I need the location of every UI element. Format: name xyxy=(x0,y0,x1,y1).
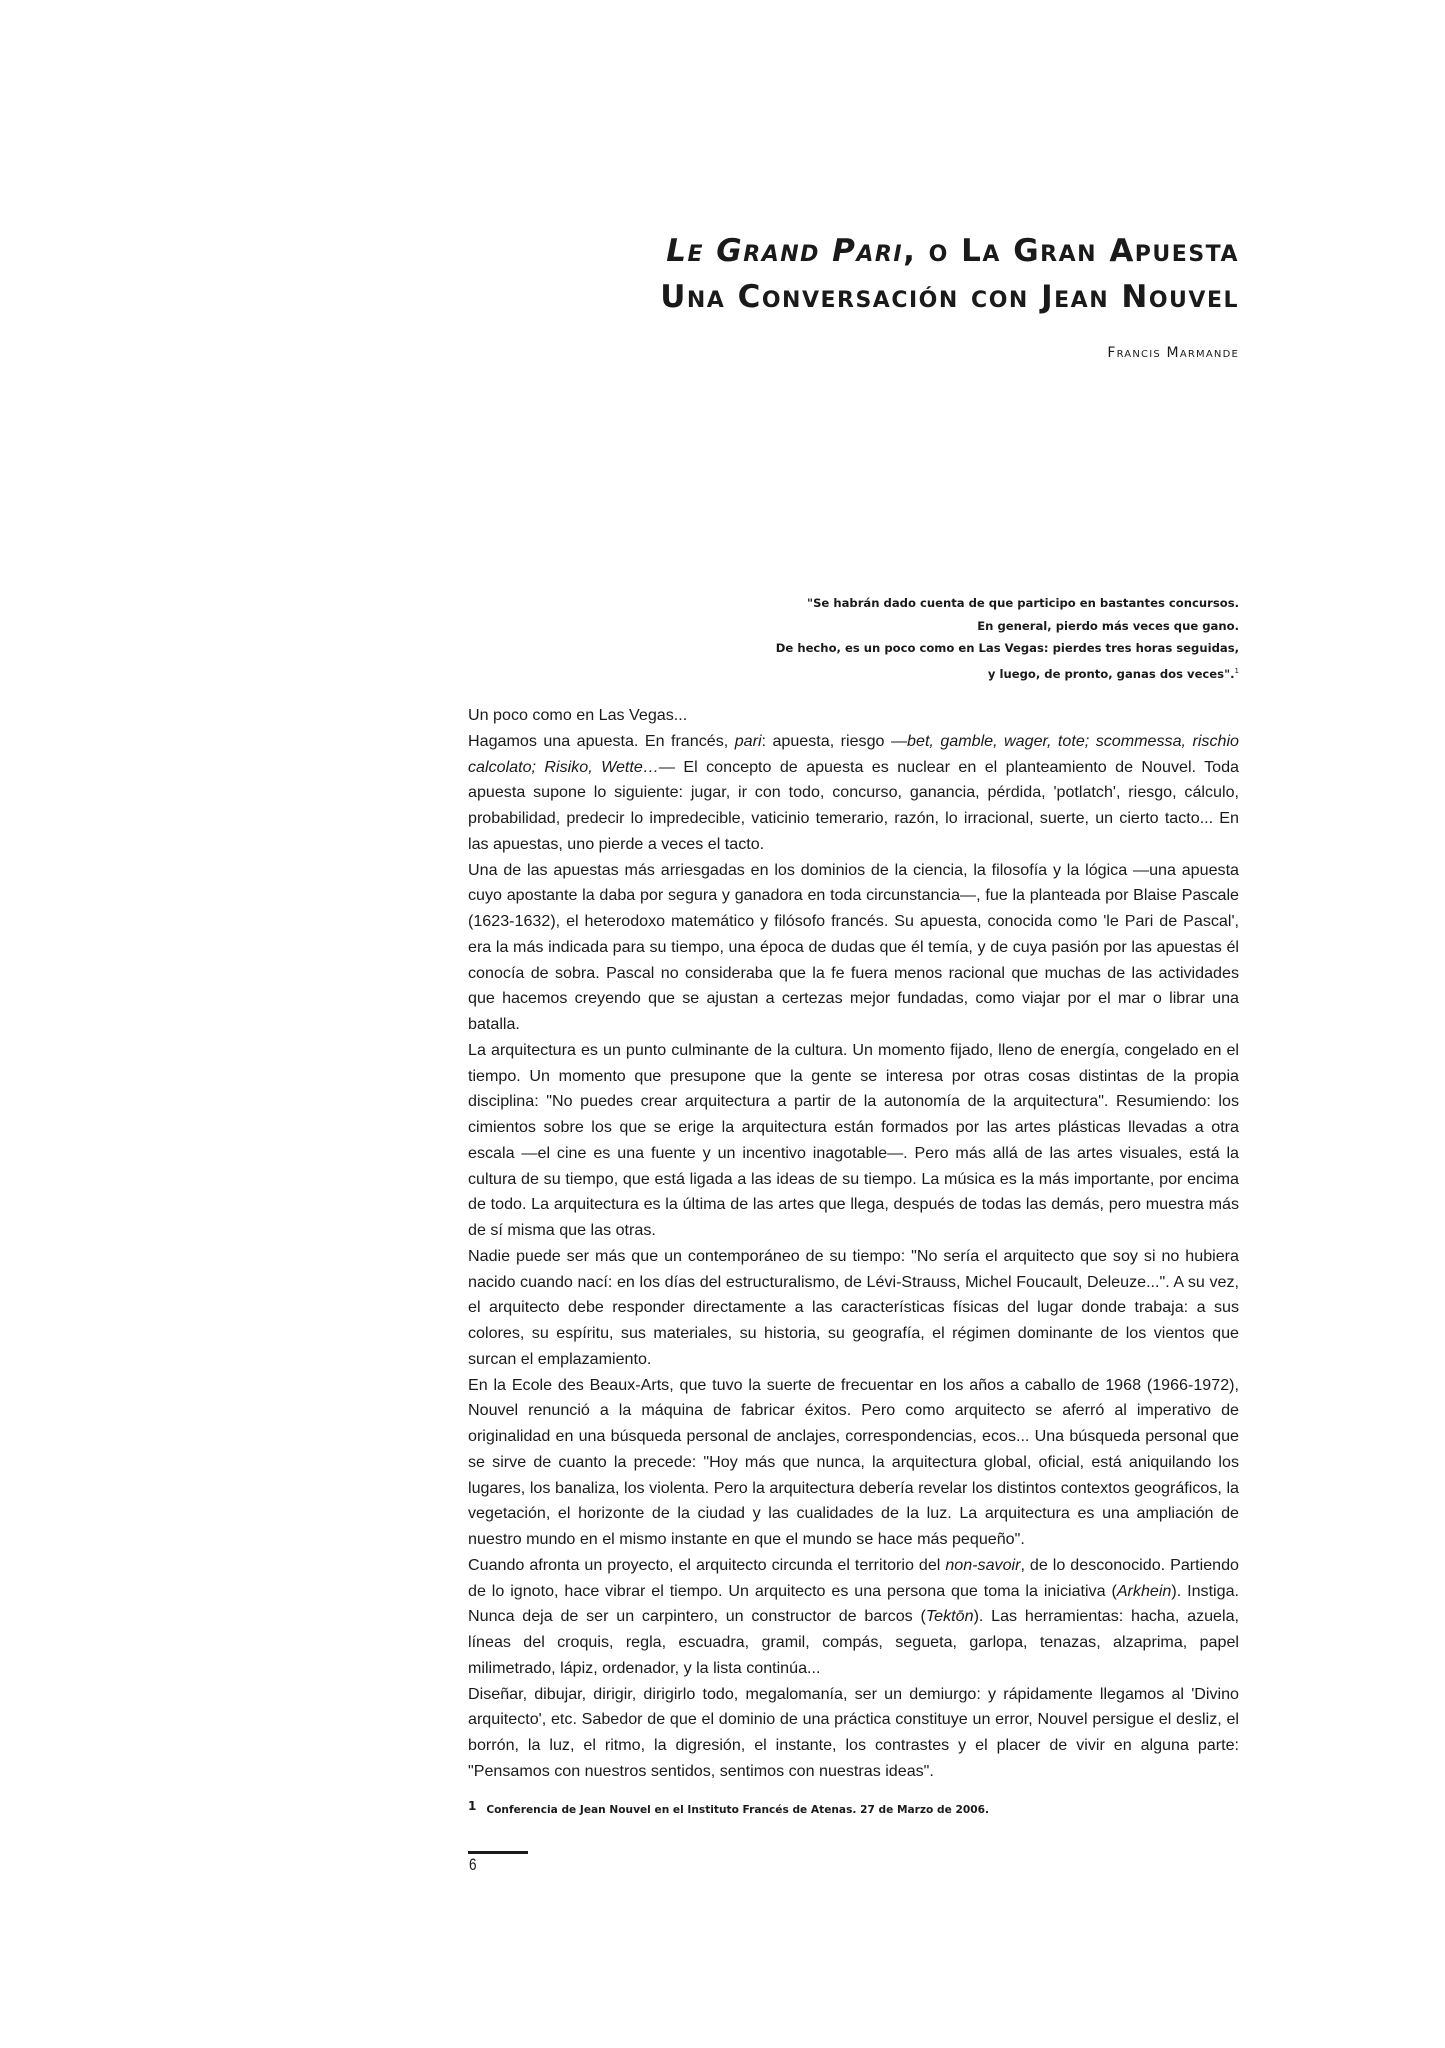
paragraph-text: , de lo desconocido. Partiendo de lo ignoto, hace vibrar el tiempo. Un arquitecto es una persona que toma la iniciativa ( xyxy=(468,1555,1239,1600)
footnote-text: Conferencia de Jean Nouvel en el Instituto Francés de Atenas. 27 de Marzo de 2006. xyxy=(486,1804,989,1816)
paragraph-text: ). Las herramientas: hacha, azuela, líneas del croquis, regla, escuadra, gramil, compás, segueta, garlopa, tenazas, alzaprima, papel milimetrado, lápiz, ordenador, y la lista continúa... xyxy=(468,1607,1239,1677)
epigraph-line: De hecho, es un poco como en Las Vegas: pierdes tres horas seguidas, xyxy=(775,641,1239,655)
paragraph-text: : apuesta, riesgo — xyxy=(761,731,908,750)
italic-term: Tektōn xyxy=(925,1607,974,1626)
italic-term: Arkhein xyxy=(1116,1581,1172,1600)
body-paragraph xyxy=(468,1553,1239,1682)
paragraph-text: Hagamos una apuesta. En francés, xyxy=(468,731,735,750)
italic-term: non-savoir xyxy=(945,1555,1021,1574)
paragraph-text: Nadie puede ser más que un contemporáneo de su tiempo: "No sería el arquitecto que soy si no hubiera nacido cuando nací: en los días del estructuralismo, de Lévi-Strauss, Michel Foucault, Deleuze...". A su vez, el arquitecto debe responder directamente a las características físicas del lugar donde trabaja: a sus colores, su espíritu, sus materiales, su historia, su geografía, el régimen dominante de los vientos que surcan el emplazamiento. xyxy=(468,1246,1239,1368)
footnote-number: 1 xyxy=(468,1799,477,1813)
paragraph-text: La arquitectura es un punto culminante de la cultura. Un momento fijado, lleno de energía, congelado en el tiempo. Un momento que presupone que la gente se interesa por otras cosas distintas de la propia disciplina: "No puedes crear arquitectura a partir de la autonomía de la arquitectura". Resumiendo: los cimientos sobre los que se erige la arquitectura están formados por las artes plásticas llevadas a otra escala —el cine es una fuente y un incentivo inagotable—. Pero más allá de las artes visuales, está la cultura de su tiempo, que está ligada a las ideas de su tiempo. La música es la más importante, por encima de todo. La arquitectura es la última de las artes que llega, después de todas las demás, pero muestra más de sí misma que las otras. xyxy=(468,1040,1239,1239)
title-rest-part: , o La Gran Apuesta xyxy=(903,233,1239,269)
page-number-rule xyxy=(468,1851,528,1854)
title-line-2: Una Conversación con Jean Nouvel xyxy=(660,279,1239,315)
body-paragraph xyxy=(468,729,1239,858)
body-paragraph xyxy=(468,1682,1239,1785)
title-italic-part: Le Grand Pari xyxy=(666,233,904,269)
body-paragraph xyxy=(468,703,1239,729)
epigraph-line: "Se habrán dado cuenta de que participo en bastantes concursos. xyxy=(807,596,1239,610)
author-name: Francis Marmande xyxy=(1107,345,1239,361)
epigraph-quote xyxy=(539,592,1239,685)
title-line-1 xyxy=(339,228,1239,274)
footnote xyxy=(468,1799,989,1816)
italic-term: bet, gamble, wager, tote; scommessa, rischio calcolato; Risiko, Wette… xyxy=(468,731,1239,776)
paragraph-text: Cuando afronta un proyecto, el arquitecto circunda el territorio del xyxy=(468,1555,946,1574)
body-paragraph xyxy=(468,1373,1239,1553)
footnote-reference: 1 xyxy=(1234,666,1239,675)
page-number: 6 xyxy=(469,1855,477,1874)
italic-term: pari xyxy=(734,731,762,750)
paragraph-text: Diseñar, dibujar, dirigir, dirigirlo todo, megalomanía, ser un demiurgo: y rápidamente llegamos al 'Divino arquitecto', etc. Sabedor de que el dominio de una práctica constituye un error, Nouvel persigue el desliz, el borrón, la luz, el ritmo, la digresión, el instante, los contrastes y el placer de vivir en alguna parte: "Pensamos con nuestros sentidos, sentimos con nuestras ideas". xyxy=(468,1684,1239,1780)
epigraph-line: En general, pierdo más veces que gano. xyxy=(977,618,1239,633)
paragraph-text: Una de las apuestas más arriesgadas en los dominios de la ciencia, la filosofía y la lógica —una apuesta cuyo apostante la daba por segura y ganadora en toda circunstancia—, fue la planteada por Blaise Pascale (1623-1632), el heterodoxo matemático y filósofo francés. Su apuesta, conocida como 'le Pari de Pascal', era la más indicada para su tiempo, una época de dudas que él temía, y de cuya pasión por las apuestas él conocía de sobra. Pascal no consideraba que la fe fuera menos racional que muchas de las actividades que hacemos creyendo que se ajustan a certezas mejor fundadas, como viajar por el mar o librar una batalla. xyxy=(468,860,1239,1033)
article-body xyxy=(468,703,1239,1785)
epigraph-line-last xyxy=(539,660,1239,685)
paragraph-text: — El concepto de apuesta es nuclear en el planteamiento de Nouvel. Toda apuesta supone lo siguiente: jugar, ir con todo, concurso, ganancia, pérdida, 'potlatch', riesgo, cálculo, probabilidad, predecir lo impredecible, vaticinio temerario, razón, lo irracional, suerte, un cierto tacto... En las apuestas, uno pierde a veces el tacto. xyxy=(468,757,1239,853)
body-paragraph xyxy=(468,1244,1239,1373)
paragraph-text: En la Ecole des Beaux-Arts, que tuvo la suerte de frecuentar en los años a caballo de 1968 (1966-1972), Nouvel renunció a la máquina de fabricar éxitos. Pero como arquitecto se aferró al imperativo de originalidad en una búsqueda personal de anclajes, correspondencias, ecos... Una búsqueda personal que se sirve de cuanto la precede: "Hoy más que nunca, la arquitectura global, oficial, está aniquilando los lugares, los banaliza, los violenta. Pero la arquitectura debería revelar los distintos contextos geográficos, la vegetación, el horizonte de la ciudad y las cualidades de la luz. La arquitectura es una ampliación de nuestro mundo en el mismo instante en que el mundo se hace más pequeño". xyxy=(468,1375,1239,1548)
article-title xyxy=(339,228,1239,320)
body-paragraph xyxy=(468,858,1239,1038)
body-paragraph xyxy=(468,1038,1239,1244)
paragraph-text: ). Instiga. Nunca deja de ser un carpintero, un constructor de barcos ( xyxy=(468,1581,1239,1626)
epigraph-line: y luego, de pronto, ganas dos veces". xyxy=(987,666,1235,681)
paragraph-text: Un poco como en Las Vegas... xyxy=(468,706,688,724)
